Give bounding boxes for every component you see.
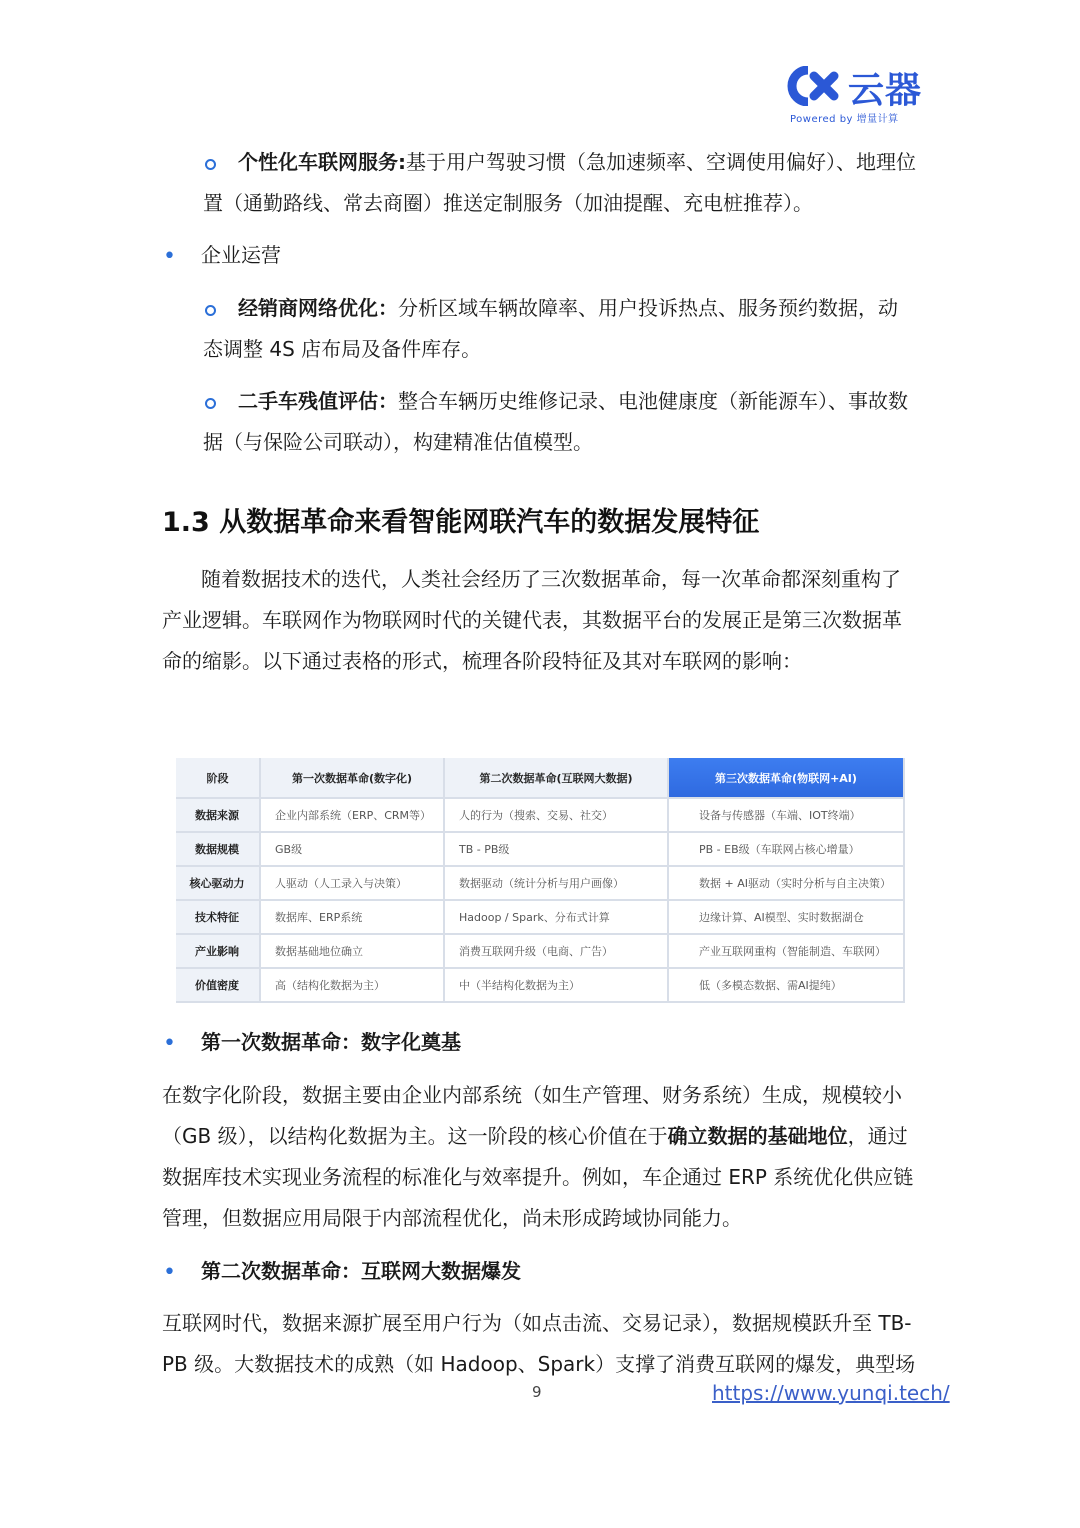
sub-bullet-icon	[205, 159, 216, 170]
row-header: 核心驱动力	[176, 866, 260, 900]
table-cell: 企业内部系统（ERP、CRM等）	[260, 798, 444, 832]
table-cell: 中（半结构化数据为主）	[444, 968, 668, 1002]
table-header: 第二次数据革命(互联网大数据)	[444, 758, 668, 798]
table-header: 第一次数据革命(数字化)	[260, 758, 444, 798]
heading-first-revolution: 第一次数据革命：数字化奠基	[201, 1030, 461, 1054]
heading-enterprise-ops: 企业运营	[201, 243, 281, 267]
table-cell: GB级	[260, 832, 444, 866]
table-cell: 数据库、ERP系统	[260, 900, 444, 934]
item-dealer-network: 经销商网络优化：分析区域车辆故障率、用户投诉热点、服务预约数据，动	[238, 296, 898, 320]
heading-second-revolution: 第二次数据革命：互联网大数据爆发	[201, 1259, 521, 1283]
item-personalized-service-cont: 置（通勤路线、常去商圈）推送定制服务（加油提醒、充电桩推荐）。	[203, 191, 813, 215]
table-row	[176, 900, 904, 934]
item-used-car-valuation-cont: 据（与保险公司联动），构建精准估值模型。	[203, 430, 593, 454]
intro-line-2: 产业逻辑。车联网作为物联网时代的关键代表，其数据平台的发展正是第三次数据革	[162, 608, 902, 632]
item-dealer-network-cont: 态调整 4S 店布局及备件库存。	[203, 337, 482, 361]
row-header: 技术特征	[176, 900, 260, 934]
intro-line-1: 随着数据技术的迭代，人类社会经历了三次数据革命，每一次革命都深刻重构了	[201, 567, 901, 591]
intro-line-3: 命的缩影。以下通过表格的形式，梳理各阶段特征及其对车联网的影响：	[162, 649, 802, 673]
row-header: 数据来源	[176, 798, 260, 832]
table-row	[176, 968, 904, 1002]
rev1-line-2: （GB 级），以结构化数据为主。这一阶段的核心价值在于确立数据的基础地位，通过	[162, 1124, 908, 1148]
rev2-line-2: PB 级。大数据技术的成熟（如 Hadoop、Spark）支撑了消费互联网的爆发，典型场	[162, 1352, 916, 1376]
table-row	[176, 798, 904, 832]
bullet-icon: •	[163, 1031, 176, 1056]
rev1-line-4: 管理，但数据应用局限于内部流程优化，尚未形成跨域协同能力。	[162, 1206, 742, 1230]
rev2-line-1: 互联网时代，数据来源扩展至用户行为（如点击流、交易记录），数据规模跃升至 TB-	[162, 1311, 912, 1335]
table-cell: 人的行为（搜索、交易、社交）	[444, 798, 668, 832]
table-cell: 消费互联网升级（电商、广告）	[444, 934, 668, 968]
table-header: 阶段	[176, 758, 260, 798]
table-row	[176, 866, 904, 900]
table-header-row	[176, 758, 904, 798]
rev1-line-1: 在数字化阶段，数据主要由企业内部系统（如生产管理、财务系统）生成，规模较小	[162, 1083, 902, 1107]
sub-bullet-icon	[205, 398, 216, 409]
row-header: 价值密度	[176, 968, 260, 1002]
table-cell: TB - PB级	[444, 832, 668, 866]
table-cell: PB - EB级（车联网占核心增量）	[668, 832, 904, 866]
item-used-car-valuation: 二手车残值评估：整合车辆历史维修记录、电池健康度（新能源车）、事故数	[238, 389, 908, 413]
table-row	[176, 934, 904, 968]
logo-tagline: Powered by 增量计算	[790, 114, 899, 125]
sub-bullet-icon	[205, 305, 216, 316]
revolution-comparison-table	[176, 758, 904, 995]
website-link[interactable]: https://www.yunqi.tech/	[712, 1381, 950, 1405]
section-title: 1.3 从数据革命来看智能网联汽车的数据发展特征	[162, 507, 760, 538]
row-header: 产业影响	[176, 934, 260, 968]
brand-logo	[786, 64, 926, 126]
table-cell: 人驱动（人工录入与决策）	[260, 866, 444, 900]
rev1-line-3: 数据库技术实现业务流程的标准化与效率提升。例如，车企通过 ERP 系统优化供应链	[162, 1165, 914, 1189]
table-cell: 低（多模态数据、需AI提纯）	[668, 968, 904, 1002]
table-cell: Hadoop / Spark、分布式计算	[444, 900, 668, 934]
table-cell: 高（结构化数据为主）	[260, 968, 444, 1002]
table-cell: 边缘计算、AI模型、实时数据湖仓	[668, 900, 904, 934]
row-header: 数据规模	[176, 832, 260, 866]
table-header-highlighted: 第三次数据革命(物联网+AI)	[668, 758, 904, 798]
page-number: 9	[532, 1383, 542, 1401]
table-row	[176, 832, 904, 866]
table-cell: 数据驱动（统计分析与用户画像）	[444, 866, 668, 900]
logo-mark-icon	[786, 66, 844, 106]
table-cell: 数据基础地位确立	[260, 934, 444, 968]
item-personalized-service: 个性化车联网服务:基于用户驾驶习惯（急加速频率、空调使用偏好）、地理位	[238, 150, 916, 174]
logo-name: 云器	[848, 70, 923, 111]
table-cell: 设备与传感器（车端、IOT终端）	[668, 798, 904, 832]
bullet-icon: •	[163, 244, 176, 269]
bullet-icon: •	[163, 1260, 176, 1285]
table-cell: 产业互联网重构（智能制造、车联网）	[668, 934, 904, 968]
table-cell: 数据 + AI驱动（实时分析与自主决策）	[668, 866, 904, 900]
